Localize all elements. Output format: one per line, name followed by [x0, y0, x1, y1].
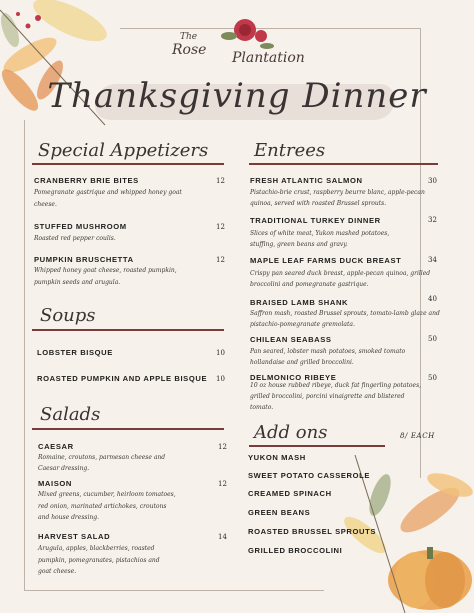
menu-item-desc: Crispy pan seared duck breast, apple-pecan quinoa, grilled — [250, 270, 431, 277]
menu-item-name: TRADITIONAL TURKEY DINNER — [250, 216, 381, 225]
menu-item-name: DELMONICO RIBEYE — [250, 373, 337, 382]
frame-line-left — [24, 120, 25, 590]
menu-item-name: FRESH ATLANTIC SALMON — [250, 176, 363, 185]
soups-rule — [32, 329, 224, 331]
menu-item-price: 10 — [216, 349, 225, 357]
menu-item-desc: Arugula, apples, blackberries, roasted — [38, 545, 155, 552]
appetizers-rule — [32, 163, 224, 165]
menu-item-price: 12 — [218, 443, 227, 451]
menu-item-desc: pumpkin seeds and arugula. — [34, 279, 121, 286]
menu-item-desc: goat cheese. — [38, 568, 77, 575]
menu-item-desc: pumpkin, pomegranates, pistachios and — [38, 557, 160, 564]
menu-item-desc: and house dressing. — [38, 514, 100, 521]
menu-item-desc: Pistachio-brie crust, raspberry beurre blanc, apple-pecan — [250, 189, 425, 196]
menu-item-price: 40 — [428, 295, 437, 303]
menu-item-desc: broccolini and pomegranate gastrique. — [250, 281, 369, 288]
restaurant-logo — [160, 14, 310, 74]
menu-item-name: MAPLE LEAF FARMS DUCK BREAST — [250, 256, 402, 265]
menu-item-desc: pistachio-pomegranate gremolata. — [250, 321, 355, 328]
rose-icon — [215, 14, 275, 54]
menu-item-desc: Pan seared, lobster mash potatoes, smoked tomato — [250, 348, 406, 355]
menu-item-name: CRANBERRY BRIE BITES — [34, 176, 139, 185]
menu-item-name: LOBSTER BISQUE — [37, 348, 113, 357]
entrees-heading: Entrees — [254, 140, 326, 161]
menu-item-price: 34 — [428, 256, 437, 264]
salads-heading: Salads — [40, 404, 101, 425]
menu-item-desc: stuffing, green beans and gravy. — [250, 241, 348, 248]
menu-item-name: GRILLED BROCCOLINI — [248, 546, 343, 555]
menu-item-price: 12 — [216, 177, 225, 185]
menu-item-desc: Saffron mash, roasted Brussel sprouts, tomato-lamb glaze and — [250, 310, 440, 317]
menu-item-price: 12 — [216, 223, 225, 231]
addons-rule — [249, 445, 385, 447]
menu-item-name: SWEET POTATO CASSEROLE — [248, 471, 371, 480]
menu-item-price: 50 — [428, 335, 437, 343]
logo-the: The — [180, 32, 198, 42]
menu-item-name: ROASTED PUMPKIN AND APPLE BISQUE — [37, 374, 208, 383]
menu-item-price: 32 — [428, 216, 437, 224]
frame-line-bottom — [24, 590, 324, 591]
logo-rose: Rose — [172, 42, 207, 58]
menu-item-desc: Romaine, croutons, parmesan cheese and — [38, 454, 166, 461]
menu-item-name: CHILEAN SEABASS — [250, 335, 332, 344]
menu-item-name: PUMPKIN BRUSCHETTA — [34, 255, 134, 264]
menu-item-price: 50 — [428, 374, 437, 382]
menu-item-name: BRAISED LAMB SHANK — [250, 298, 349, 307]
menu-item-price: 12 — [216, 256, 225, 264]
menu-item-name: MAISON — [38, 479, 72, 488]
addons-price-note: 8/ EACH — [400, 432, 435, 440]
menu-item-price: 12 — [218, 480, 227, 488]
menu-item-desc: Mixed greens, cucumber, heirloom tomatoes, — [38, 491, 176, 498]
menu-item-desc: cheese. — [34, 201, 57, 208]
menu-item-desc: 10 oz house rubbed ribeye, duck fat fingerling potatoes, — [250, 382, 422, 389]
menu-item-price: 14 — [218, 533, 227, 541]
menu-item-price: 10 — [216, 375, 225, 383]
menu-item-desc: red onion, marinated artichokes, croutons — [38, 503, 167, 510]
menu-item-name: CREAMED SPINACH — [248, 489, 332, 498]
menu-item-name: HARVEST SALAD — [38, 532, 111, 541]
menu-item-name: STUFFED MUSHROOM — [34, 222, 127, 231]
salads-rule — [32, 428, 224, 430]
menu-item-desc: tomato. — [250, 404, 274, 411]
menu-item-desc: Roasted red pepper coulis. — [34, 235, 116, 242]
entrees-rule — [249, 163, 438, 165]
menu-item-name: CAESAR — [38, 442, 74, 451]
menu-item-name: ROASTED BRUSSEL SPROUTS — [248, 527, 377, 536]
menu-item-desc: hollandaise and grilled broccolini. — [250, 359, 354, 366]
menu-item-desc: grilled broccolini, porcini vinaigrette and blistered — [250, 393, 405, 400]
menu-title: Thanksgiving Dinner — [47, 76, 427, 116]
menu-item-desc: quinoa, served with roasted Brussel sprouts. — [250, 200, 387, 207]
logo-plantation: Plantation — [232, 50, 305, 66]
menu-item-desc: Slices of white meat, Yukon mashed potatoes, — [250, 230, 390, 237]
appetizers-heading: Special Appetizers — [38, 140, 209, 161]
menu-item-desc: Whipped honey goat cheese, roasted pumpkin, — [34, 267, 177, 274]
menu-item-desc: Caesar dressing. — [38, 465, 90, 472]
menu-item-name: YUKON MASH — [248, 453, 306, 462]
menu-item-price: 30 — [428, 177, 437, 185]
soups-heading: Soups — [40, 305, 96, 326]
menu-item-desc: Pomegranate gastrique and whipped honey goat — [34, 189, 182, 196]
menu-item-name: GREEN BEANS — [248, 508, 311, 517]
addons-heading: Add ons — [254, 422, 328, 443]
